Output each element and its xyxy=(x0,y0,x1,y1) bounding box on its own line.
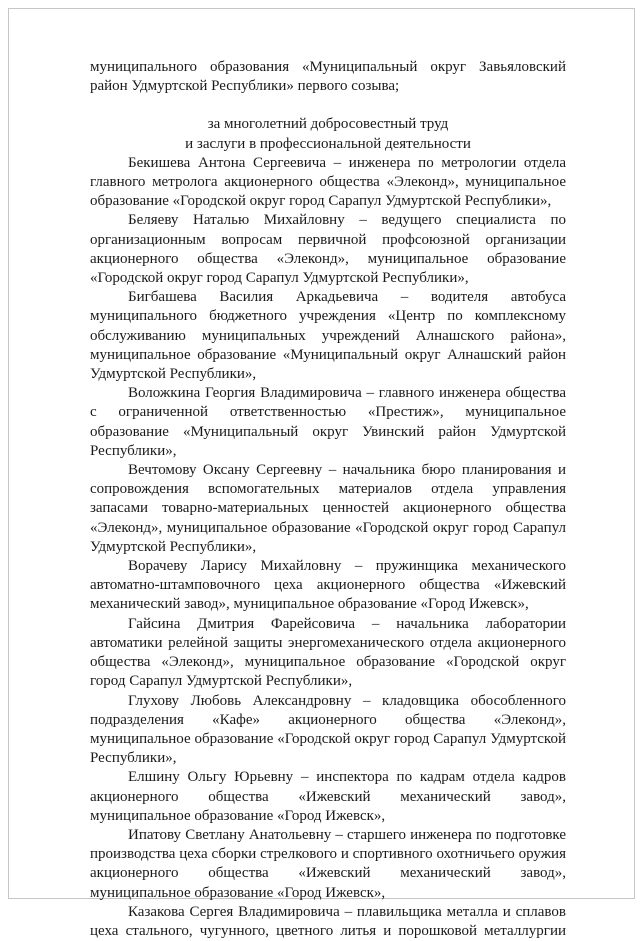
awardee-paragraph: Ипатову Светлану Анатольевну – старшего инженера по подготовке производства цеха сборки стрелкового и спортивного охотничьего оружия акционерного общества «Ижевский механический завод», муниципальное образование «Город Ижевск», xyxy=(90,826,566,901)
awardee-paragraph: Беляеву Наталью Михайловну – ведущего специалиста по организационным вопросам первичной профсоюзной организации акционерного общества «Элеконд», муниципальное образование «Городской округ город Сарапул Удмуртской Республики», xyxy=(90,212,566,287)
continuation-paragraph: муниципального образования «Муниципальный округ Завьяловский район Удмуртской Республики» первого созыва; xyxy=(90,59,566,95)
awardee-paragraph: Ворачеву Ларису Михайловну – пружинщика механического автоматно-штамповочного цеха акционерного общества «Ижевский механический завод», муниципальное образование «Город Ижевск», xyxy=(90,558,566,613)
document-text-block xyxy=(90,58,566,941)
awardee-paragraph: Вечтомову Оксану Сергеевну – начальника бюро планирования и сопровождения вспомогательных материалов отдела управления запасами товарно-материальных ценностей акционерного общества «Элеконд», муниципальное образование «Городской округ город Сарапул Удмуртской Республики», xyxy=(90,462,566,555)
awardee-paragraph: Казакова Сергея Владимировича – плавильщика металла и сплавов цеха стального, чугунного, цветного литья и порошковой металлургии xyxy=(90,903,566,939)
awardee-paragraph: Елшину Ольгу Юрьевну – инспектора по кадрам отдела кадров акционерного общества «Ижевский механический завод», муниципальное образование «Город Ижевск», xyxy=(90,769,566,824)
awardee-paragraph: Бекишева Антона Сергеевича – инженера по метрологии отдела главного метролога акционерного общества «Элеконд», муниципальное образование «Городской округ город Сарапул Удмуртской Республики», xyxy=(90,154,566,210)
awardee-paragraph: Гайсина Дмитрия Фарейсовича – начальника лаборатории автоматики релейной защиты энергомеханического отдела акционерного общества «Элеконд», муниципальное образование «Городской округ город Сарапул Удмуртской Республики», xyxy=(90,615,566,690)
awardee-paragraph: Глухову Любовь Александровну – кладовщика обособленного подразделения «Кафе» акционерного общества «Элеконд», муниципальное образование «Городской округ город Сарапул Удмуртской Республики», xyxy=(90,692,566,767)
heading-line-2: и заслуги в профессиональной деятельности xyxy=(185,135,471,152)
awardee-paragraph: Воложкина Георгия Владимировича – главного инженера общества с ограниченной ответственностью «Престиж», муниципальное образование «Муниципальный округ Увинский район Удмуртской Республики», xyxy=(90,385,566,459)
awardee-paragraph: Бигбашева Василия Аркадьевича – водителя автобуса муниципального бюджетного учреждения «Центр по комплексному обслуживанию муниципальных учреждений Алнашского района», муниципальное образование «Муниципальный округ Алнашский район Удмуртской Республики», xyxy=(90,289,566,383)
section-heading xyxy=(90,115,566,153)
heading-line-1: за многолетний добросовестный труд xyxy=(207,116,449,133)
